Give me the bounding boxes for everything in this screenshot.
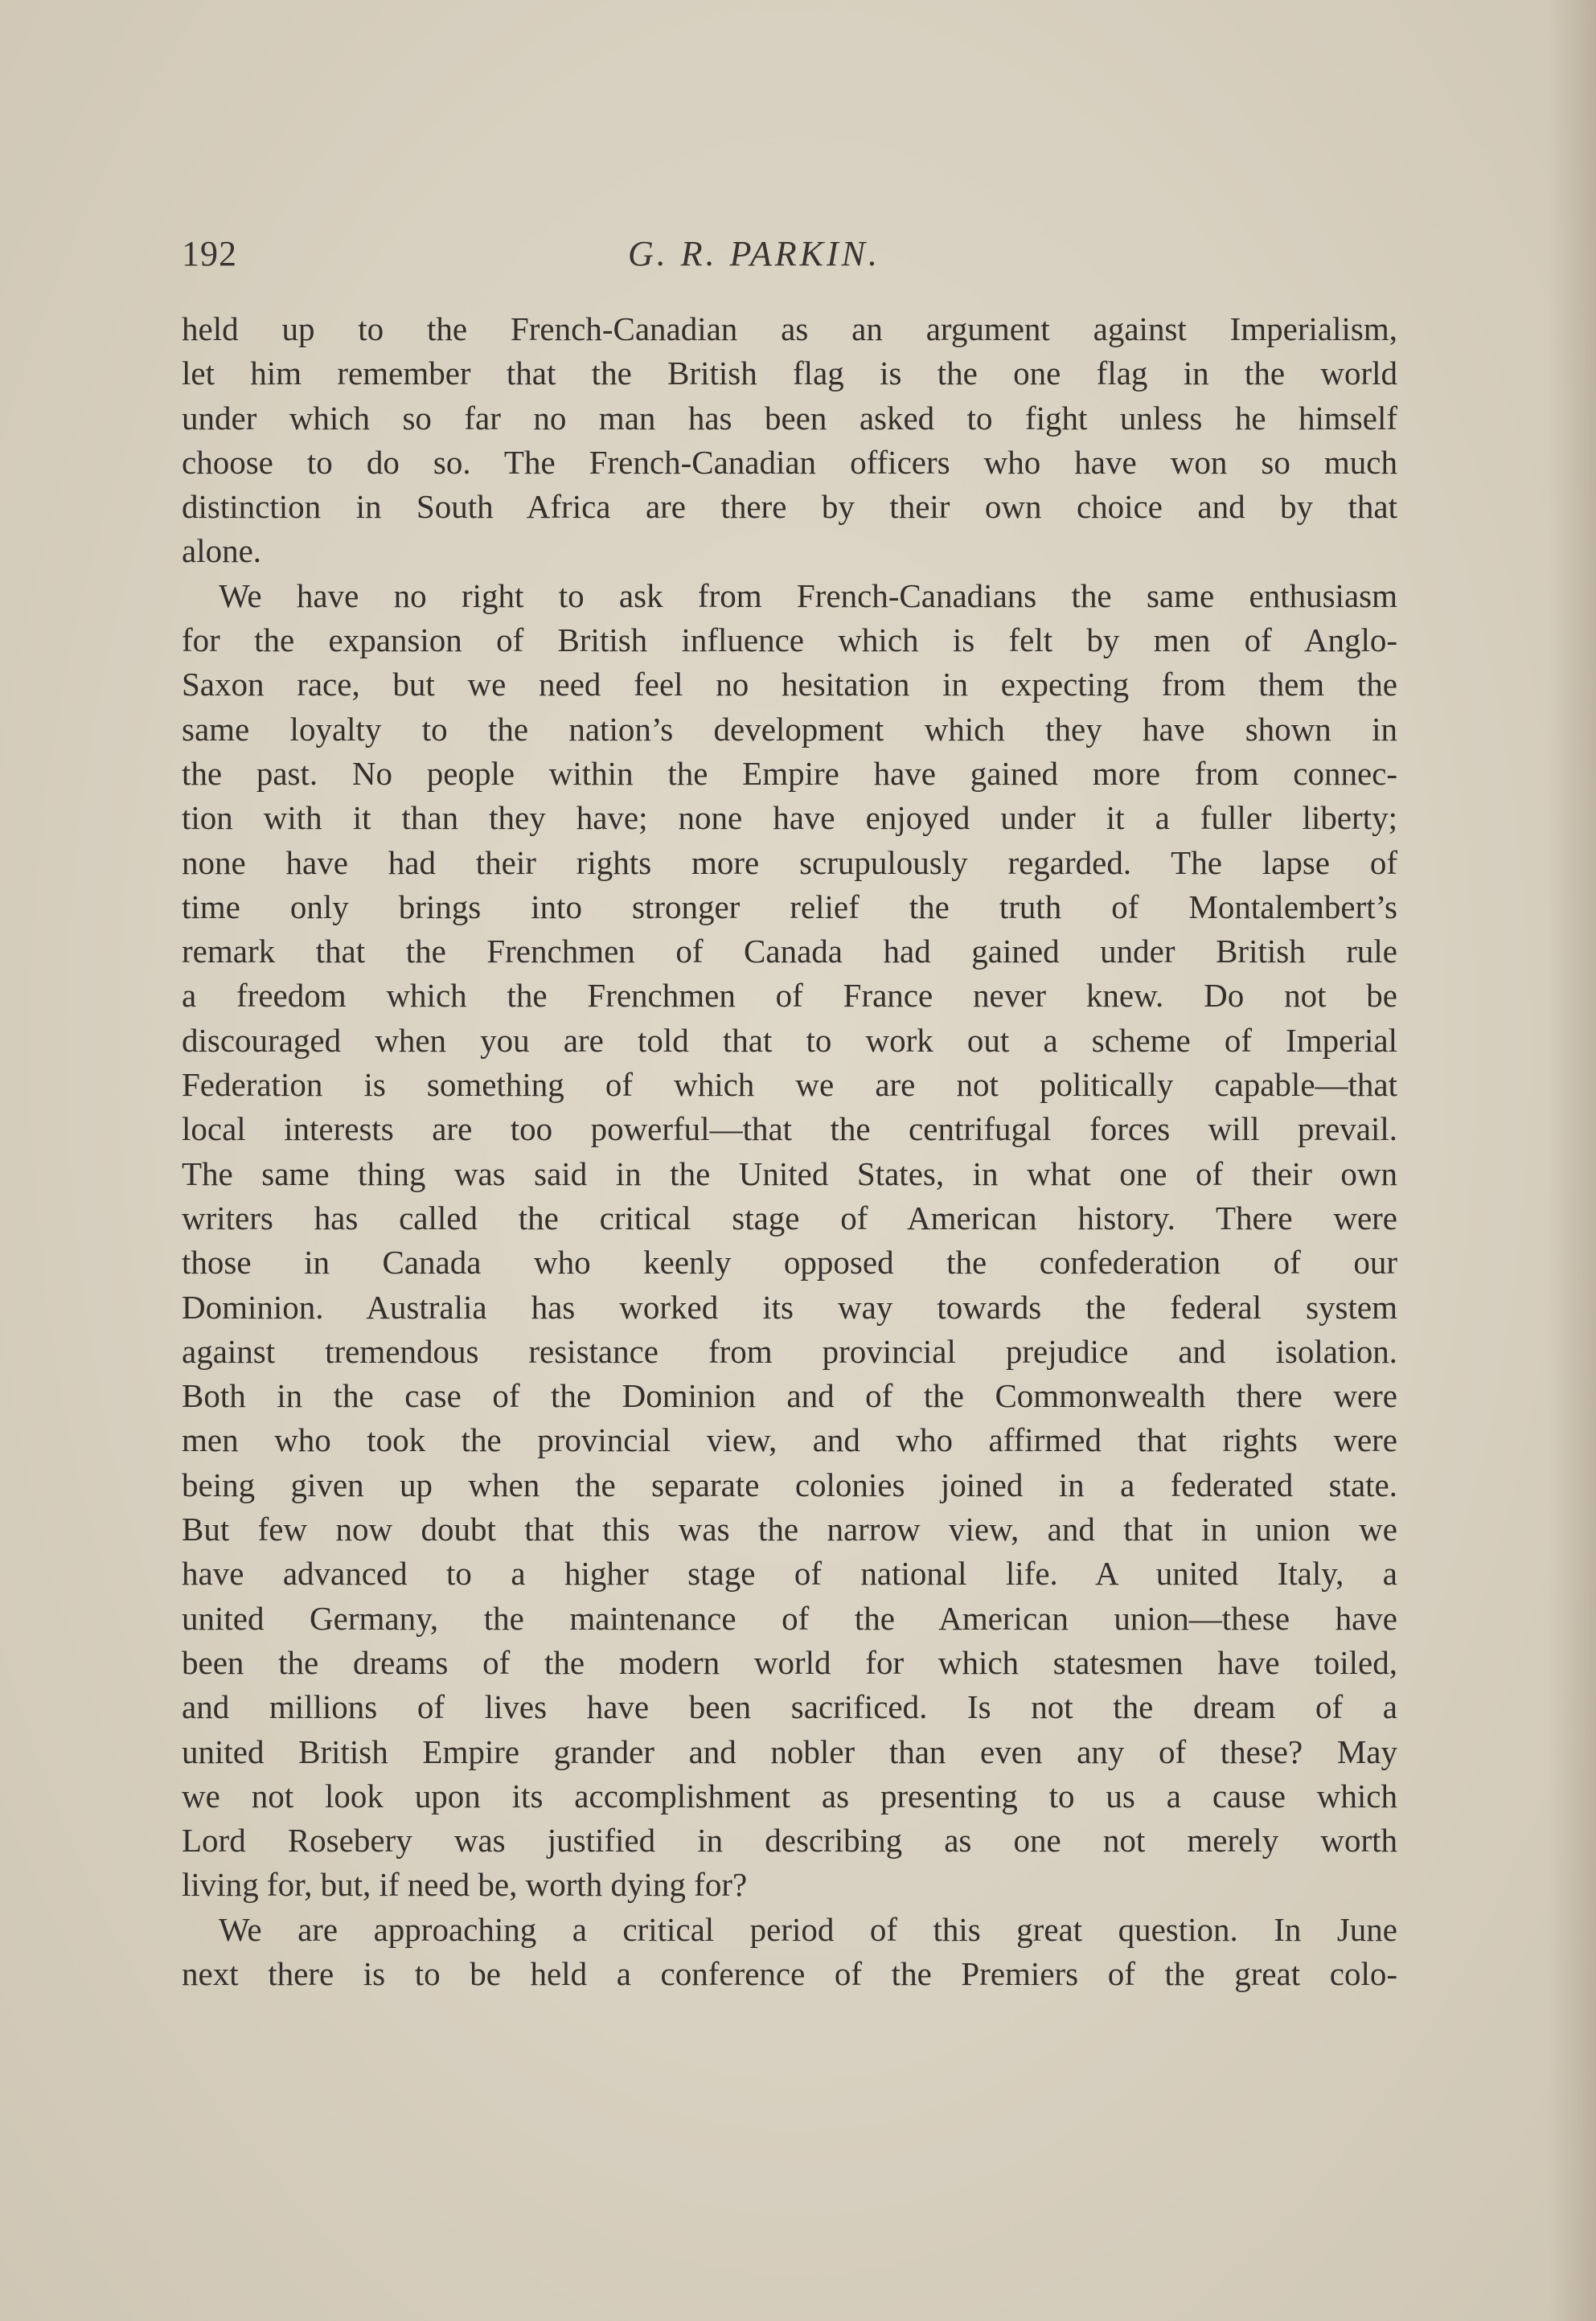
text-line: the past. No people within the Empire have gained more from connec-	[182, 754, 1397, 792]
text-line: next there is to be held a conference of the Premiers of the great colo-	[182, 1954, 1397, 1992]
text-line: same loyalty to the nation’s development which they have shown in	[182, 710, 1397, 748]
text-line: tion with it than they have; none have enjoyed under it a fuller liberty;	[182, 799, 1397, 837]
text-line: Dominion. Australia has worked its way towards the federal system	[182, 1288, 1397, 1326]
text-line: against tremendous resistance from provincial prejudice and isolation.	[182, 1332, 1397, 1370]
text-line: Federation is something of which we are not politically capable—that	[182, 1066, 1397, 1104]
running-head: G. R. PARKIN.	[628, 234, 880, 273]
text-line: But few now doubt that this was the narrow view, and that in union we	[182, 1511, 1397, 1548]
text-line: choose to do so. The French-Canadian officers who have won so much	[182, 443, 1397, 481]
page-number: 192	[182, 234, 237, 273]
text-line: those in Canada who keenly opposed the confederation of our	[182, 1244, 1397, 1281]
text-line: been the dreams of the modern world for which statesmen have toiled,	[182, 1643, 1397, 1681]
text-line: held up to the French-Canadian as an argument against Imperialism,	[182, 310, 1397, 347]
text-line: writers has called the critical stage of American history. There were	[182, 1199, 1397, 1236]
text-line: none have had their rights more scrupulously regarded. The lapse of	[182, 843, 1397, 881]
text-line: living for, but, if need be, worth dying for?	[182, 1866, 748, 1904]
text-line: distinction in South Africa are there by their own choice and by that	[182, 488, 1397, 526]
text-line: for the expansion of British influence which is felt by men of Anglo-	[182, 621, 1397, 659]
text-line: We have no right to ask from French-Canadians the same enthusiasm	[219, 576, 1397, 614]
page-header	[182, 233, 1396, 289]
text-line: under which so far no man has been asked to fight unless he himself	[182, 399, 1397, 437]
text-line: men who took the provincial view, and who affirmed that rights were	[182, 1421, 1397, 1459]
text-line: let him remember that the British flag is the one flag in the world	[182, 355, 1397, 392]
text-line: Saxon race, but we need feel no hesitation in expecting from them the	[182, 666, 1397, 703]
body-text	[182, 307, 1397, 1996]
text-line: have advanced to a higher stage of national life. A united Italy, a	[182, 1555, 1397, 1593]
text-line: a freedom which the Frenchmen of France never knew. Do not be	[182, 977, 1397, 1015]
text-line: discouraged when you are told that to work out a scheme of Imperial	[182, 1021, 1397, 1059]
text-line: Lord Rosebery was justified in describing as one not merely worth	[182, 1822, 1397, 1860]
text-line: We are approaching a critical period of this great question. In June	[219, 1910, 1397, 1948]
text-line: we not look upon its accomplishment as presenting to us a cause which	[182, 1777, 1397, 1815]
text-line: being given up when the separate colonies joined in a federated state.	[182, 1466, 1397, 1503]
text-line: alone.	[182, 532, 262, 570]
page-edge-shadow	[1548, 0, 1596, 2321]
text-line: Both in the case of the Dominion and of the Commonwealth there were	[182, 1377, 1397, 1415]
text-line: time only brings into stronger relief the truth of Montalembert’s	[182, 888, 1397, 925]
text-line: and millions of lives have been sacrificed. Is not the dream of a	[182, 1688, 1397, 1726]
text-line: united Germany, the maintenance of the American union—these have	[182, 1599, 1397, 1637]
text-line: local interests are too powerful—that the centrifugal forces will prevail.	[182, 1110, 1397, 1148]
text-line: The same thing was said in the United States, in what one of their own	[182, 1154, 1397, 1192]
text-line: remark that the Frenchmen of Canada had gained under British rule	[182, 933, 1397, 970]
text-line: united British Empire grander and nobler than even any of these? May	[182, 1733, 1397, 1770]
